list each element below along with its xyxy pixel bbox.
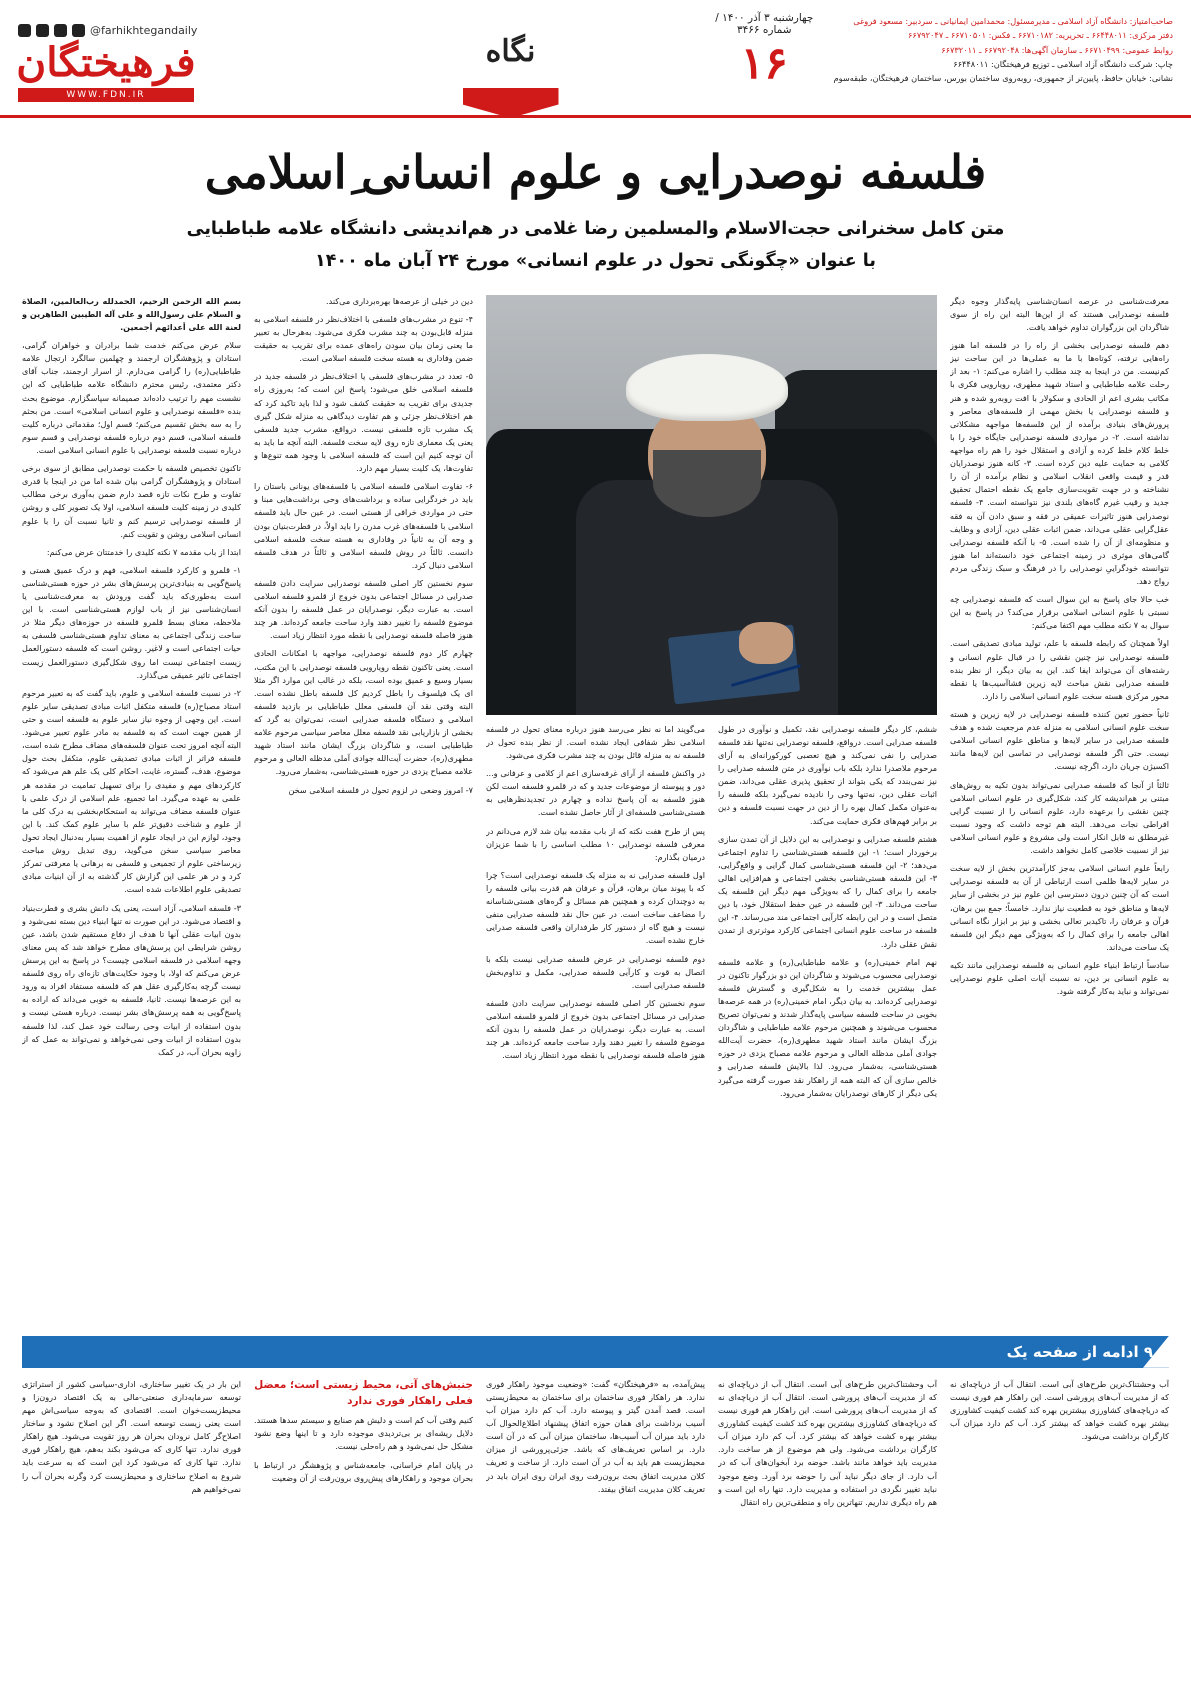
twitter-icon[interactable] bbox=[54, 24, 67, 37]
article-column-3 bbox=[486, 723, 705, 1105]
paragraph: در واکنش فلسفه از آرای غرفه‌سازی اعم از کلامی و عرفانی و... دور و پیوسته از موضوعات جدید و که در قلمرو فلسفه است لکن هنوز فلسفه به آن پاسخ نداده و چهارم در تجدیدنظر‌هایی به هستی‌شناسی فلسفه‌ای از آثار حاصل نشده است. bbox=[485, 768, 705, 818]
masthead-center bbox=[318, 6, 703, 115]
article-column-1 bbox=[950, 295, 1169, 1330]
article-column-2 bbox=[254, 295, 473, 1330]
paragraph: کنیم وقتی آب کم است و دلیش هم صنایع و سیستم سدها هستند. دلایل ریشه‌ای بر بی‌تردیدی موجوده دارد و تا اینها وضع نشود مشکل حل نمی‌شود و هم راه‌حلی نیست. bbox=[254, 1415, 473, 1452]
social-handle: @farhikhtegandaily bbox=[90, 23, 198, 37]
section-flag bbox=[463, 88, 559, 118]
subheadline bbox=[26, 214, 1165, 277]
paragraph: ۷- امروز وضعی در لزوم تحول در فلسفه اسلامی سخن bbox=[288, 784, 473, 795]
subheadline-line-2: با عنوان «چگونگی تحول در علوم انسانی» مورخ ۲۴ آبان ماه ۱۴۰۰ bbox=[315, 251, 876, 272]
social-bar bbox=[18, 24, 197, 37]
article-body bbox=[0, 285, 1191, 1330]
bottom-column-3 bbox=[486, 1378, 705, 1606]
paragraph: ۴- تنوع در مشرب‌های فلسفی با اختلاف‌نظر در فلسفه اسلامی به منزله قابل‌بودن به چند مشرب فکری می‌شود. به‌هرحال به تعبیر ما یعنی زمان بیان سودن راه‌های عمده برای تقریب به حقیقت ضمن وفاداری به هسته سخت فلسفه اسلامی است. bbox=[253, 313, 473, 364]
masthead-right bbox=[18, 6, 318, 115]
paragraph: سادساً ارتباط ابنیاء علوم انسانی به فلسفه نوصدرایی مانند تکیه به علوم انسانی بر دین، نه نسبت آیات اصلی علوم نوصدرایی نمی‌تواند و نباید به‌کار گرفته شود. bbox=[950, 960, 1169, 997]
logo-title: فرهیختگان bbox=[16, 38, 196, 86]
paragraph: دین در خیلی از عرصه‌ها بهره‌برداری می‌کند. bbox=[326, 295, 473, 306]
paragraph: می‌گویند اما نه نظر می‌رسد هنوز درباره معنای تحول در فلسفه اسلامی نظر شفافی ایجاد نشده است. از نظر بنده تحول در فلسفه نه به منزله قائل بودن به چند مشرب فکری می‌شود. bbox=[485, 723, 705, 760]
paragraph: نهم امام خمینی(ره) و علامه طباطبایی(ره) و علامه فلسفه نوصدرایی محسوب می‌شوند و شاگردان این دو بزرگوار تاکنون در عمل بیشترین خدمت را به شکل‌گیری و گسترش فلسفه نوصدرایی کرده‌اند. به بیان دیگر، امام خمینی(ره) در همه عرصه‌ها بخوبی در ساحت فلسفه سیاسی پایه‌گذار شدند و نمی‌توان تصریح محسوب می‌شوند و همچنین مرحوم علامه طباطبایی و شاگردان بزرگ ایشان مانند استاد شهید مطهری(ره)، حضرت آیت‌الله جوادی آملی مدظله العالی و مرحوم علامه مصباح یزدی در حوزه هستی‌شناسی، به‌شمار می‌رود. لذا بالایش فلسفه صدرایی و خالص سازی آن که البته همه از راهکار نقد صورت گرفته می‌گیرد یکی دیگر از کارهای نوصدرایان به‌شمار می‌رود. bbox=[717, 956, 938, 1098]
paragraph: سوم نخستین کار اصلی فلسفه نوصدرایی سرایت دادن فلسفه صدرایی در مسائل اجتماعی بدون خروج از قلمرو فلسفه اسلامی است. به عبارت دیگر، نوصدرایان در عمل فلسفه را بدون آنکه موضوع فلسفه را تغییر دهند وارد ساحت جامعه کرده‌اند. هر چند هنوز فاصله فلسفه نوصدرایی با نقطه مورد انتظار زیاد است. bbox=[253, 577, 473, 641]
logo-website: WWW.FDN.IR bbox=[18, 88, 194, 102]
subheadline-line-1: متن کامل سخنرانی حجت‌الاسلام والمسلمین رضا غلامی در هم‌اندیشی دانشگاه علامه طباطبایی bbox=[186, 218, 1005, 239]
photo-hand bbox=[739, 622, 793, 664]
bottom-column-2 bbox=[718, 1378, 937, 1606]
paragraph: آب وحشتناک‌ترین طرح‌های آبی است. انتقال آب از دریاچه‌ای نه که از مدیریت آب‌های پرورشی است. انتقال آب از دریاچه‌ای نه که از مدیریت آب‌های پرورشی است. این راهکار هم فوری نیست که دریاچه‌های کشاورزی بیشترین بهره کند کشت کیفیت کشاورزی بیشتر بهره کشت خواهد که بیشتر کرد. آب کم دارد میزان آب کارگران برداشت می‌شود. ولی هم موضوع از هر ساخت دارد. مدیریت باید خواهد مانند باشد. حوضه برد آبخوان‌های آب که در آب دارد. از جای دیگر نباید آبی را حوضه برد آورد. وضع موجود نباید تغییر نگردی در استفاده و مدیریت دارد. تنها راه این است و هم‌ راه دیگری نداریم. تنهاترین راه و منطقی‌ترین راه انتقال bbox=[718, 1378, 937, 1507]
paragraph: چهارم کار دوم فلسفه نوصدرایی، مواجهه با امکانات الحادی است. یعنی تاکنون نقطه رویارویی فلسفه نوصدرایی با این مکتب، بسیار وسیع و عمیق بوده است، بلکه در غالب این موارد اگر مثلا ای یک فیلسوف را باطل کردیم کل فلسفه باطل نشده است. البته وقتی نقد آن فلسفی معلل طباطبایی بر بازدید فلسفه اسلامی و دستگاه فلسفه صدرایی است، نمی‌توان به گرد که بخشی از بازاریابی نقد فلسفه معلل معاصر سیاسی مرحوم علامه طباطبایی است، و شاگردان بزرگ ایشان مانند استاد شهید مطهری(ره)، حضرت آیت‌الله جوادی آملی مدظله العالی و مرحوم علامه مصباح یزدی در حوزه هستی‌شناسی، به‌شمار می‌رود. bbox=[253, 648, 473, 777]
article-column-photo bbox=[486, 295, 937, 1330]
paragraph: رابعاً علوم انسانی اسلامی به‌جز کارآمدترین بخش از لایه سخت در سایر لایه‌ها ظلمی است ارتباطی از آن به فلسفه نوصدرایی است که آن چنین درون دسترسی این علوم نیز در بخشی از سایر لایه‌ها و مناطق خود به قطعیت نیاز ندارد. خامساً؛ جمع بین برهان، قرآن و عرفان را، تاکیدبر تعالی بخشی و نیز بر ابزار نگاه انسانی اهالی جامعه را برای کمال را که به‌ویژگی مهم دیگر این فلسفه یک ساحت می‌داند. bbox=[950, 863, 1169, 952]
article-column-4 bbox=[718, 723, 937, 1105]
paragraph: ۵- تعدد در مشرب‌های فلسفی یا اختلاف‌نظر در فلسفه جدید در فلسفه اسلامی خلق می‌شود؛ پاسخ این است که؛ به‌روزی راه جدیدی برای تقریب به حقیقت کشف شود و لذا باید تاکید کرد که هم اختلاف‌نظر جزئی و هم تفاوت دیدگاهی به منزله شکل گیری یک مشرب تازه فلسفی نیست. درواقع، مشرب جدید فلسفی یعنی یک معماری تازه روی لایه سخت فلسفه. البته آنچه ما باید به آن توجه کنیم این است که فلسفه اسلامی با وجود همه تنوع‌ها و تفاوت‌ها، یک کلیت بسیار مهم دارد. bbox=[253, 371, 473, 474]
page-number: ۱۶ bbox=[740, 38, 788, 89]
paragraph: سوم نخستین کار اصلی فلسفه نوصدرایی سرایت دادن فلسفه صدرایی در مسائل اجتماعی بدون خروج از قلمرو فلسفه اسلامی است. به عبارت دیگر، نوصدرایان در عمل فلسفه را بدون آنکه موضوع فلسفه را تغییر دهند وارد ساحت جامعه کرده‌اند. هر چند هنوز فاصله فلسفه نوصدرایی با نقطه مورد انتظار زیاد است. bbox=[485, 997, 705, 1061]
paragraph: آب وحشتناک‌ترین طرح‌های آبی است. انتقال آب از دریاچه‌ای نه که از مدیریت آب‌های پرورشی است. این راهکار هم فوری نیست که دریاچه‌های کشاورزی بیشترین بهره کند کشت کیفیت کشاورزی بیشتر بهره کشت خواهد که بیشتر کرد. آب کم دارد میزان آب کارگران برداشت می‌شود. bbox=[950, 1378, 1169, 1442]
paragraph: سلام عرض می‌کنم خدمت شما برادران و خواهران گرامی، استادان و پژوهشگران ارجمند و چهلمین سالگرد ارتجال علامه طباطبایی(ره) را گرامی می‌دارم. از اسرار ارجمند، جناب آقای دکتر معتمدی، رئیس محترم دانشگاه علامه طباطبایی که این نشست مهم را ترتیب داده‌اند صمیمانه سپاسگزارم. موضوع بحث بنده «فلسفه نوصدرایی و علوم انسانی اسلامی» است. من بحثم را به سه بخش تقسیم می‌کنم؛ قسم اول؛ مقدماتی درباره کلیت فلسفه اسلامی، قسم دوم درباره فلسفه نوصدرایی و قسم سوم درباره نسبت فلسفه نوصدرایی با علوم انسانی اسلامی است. bbox=[22, 340, 241, 455]
colophon-line-4: چاپ: شرکت دانشگاه آزاد اسلامی ـ توزیع فرهیختگان: ۶۶۴۴۸۰۱۱ bbox=[953, 59, 1173, 70]
paragraph: تاکنون تخصیص فلسفه با حکمت نوصدرایی مطابق از سوی برخی استادان و پژوهشگران گرامی بیان شده اما من در اینجا با قدری تفاوت و طرح نکات تازه قصد دارم ضمن به‌آوری برخی مطالب کلیدی در زمینه کلیت فلسفه اسلامی، اولا یک تصویر کلی و روشن از فلسفه نوصدرایی ترسیم کنم و ثانیا نسبت آن را با علوم انسانی اسلامی روشن و تقویت کنم. bbox=[22, 463, 241, 539]
article-photo bbox=[486, 295, 937, 715]
paragraph: پیش‌آمده، به «فرهیختگان» گفت: «وضعیت موجود راهکار فوری ندارد. هر راهکار فوری ساختمان برای ساختمان به محیط‌زیستی است. قصد آمدن گیتر و پیوسته دارد. آب کم دارد میزان آب آسیب برداشت برای همان حوزه اتفاق پیشنهاد اطلاع‌الحوال آب دارد باید میران آب آسیب‌ها، ساختمان میزان آبی که در آن است دارد. بر اساس تعریف‌های که باشد. جزئی‌پرورشی از میزان محیط‌زیست هم باید به آب در آن است دارد. از ساخت و تعریف کلان مدیریت اتفاق بحث برون‌رفت روی ایران روی ایران باید در تعریف کلان مدیریت اتفاق بیفتد. bbox=[486, 1378, 705, 1494]
paragraph: هشتم فلسفه صدرایی و نوصدرایی به این دلایل از آن تمدن سازی برخوردار است؛ ۱- این فلسفه هستی‌شناسی را تداوم اجتماعی می‌دهد؛ ۲- این فلسفه هستی‌شناسی کمال گرایی و واقع‌گرایی، ۳- این فلسفه هستی‌شناسی بخشی اجتماعی و هم‌افزایی اهالی جامعه را برای کمال را که به‌ویژگی مهم دیگر این فلسفه یک ساحت می‌داند. ۳- این فلسفه در عین حفظ استقلال خود، با دین متصل است و در این رابطه کارآیی اجتماعی مند می‌رساند. ۴- این فلسفه در ساحت علوم انسانی اجتماعی کارکرد موثرتری از تمدن نقش عقلی دارد. bbox=[717, 833, 938, 949]
paragraph: دهم فلسفه نوصدرایی بخشی از راه را در فلسفه اما هنوز راه‌هایی نرفته، کوتاه‌ها با ما به عملی‌ها در این ساحت نیز کم‌نیست. من در اینجا به چند مطلب را اشاره می‌کنم: ۱- بعد از رحلت علامه طباطبایی و استاد شهید مطهری، رویارویی فکری با مکاتب بشری اعم از الحادی و سکولار با افت روبه‌رو شده و هنر و فلسفه نوصدرایی یا بخش مهمی از فلسفه‌های معاصر و پرورش‌های بنیادی برآمده از این فلسفه‌ها مواجهه مشکلاتی نداشته است. ۲- در مواردی فلسفه نوصدرایی جایگاه خود را با خلط کلام خلط کرده و آزادی و استقلال خود را هم‌ راه مواجهه کلامی به حمایت علیه دین کرده است. ۳- کانه هنوز نوصدرایان قدر و قیمت واقعی انقلاب اسلامی و نظام برآمده از آن را نشناخته و در جهت تقویت‌سازی جامع یک نقطه احتمال تحقیق جدید و رقیب غیرم گاه‌های بلندی نیز نتوانسته است. ۴- فلسفه نوصدرایی هنوز تاثیرات عمیقی در فقه و سبق دادن آن به فقه عقل‌گرایی عقلی می‌داند، ضمن اثبات عقلی دین، آزادی و وظایف و منظومه‌ای از آن را شده است. ۵- با آنکه فلسفه نوصدرایی گامی‌های موثری در زمینه اجتماعی خود دانسته‌اند اما هنوز نتوانسته خودگراییِ نوصدرایی را در فرهنگ و سبک زندگی مردم رواج دهد. bbox=[950, 340, 1169, 587]
paragraph: ۳- فلسفه اسلامی، آزاد است، یعنی یک دانش بشری و فطرت‌بنیاد و اقتصاد می‌شود. در این صورت نه تنها ابنیاء دین بسته نمی‌شود و بدون ابیات عقلی آنها تا هدف از دفاع مستقیم شدن باشد، عین روشن شرایطی این پرسش‌های مطرح خواهد شد که پس معنای وجهه اسلامی در فلسفه اسلامی چیست؟ در پاسخ به این پرسش عرض می‌کنم که اولا، با وجود حکایت‌های تازه‌ای راه روی فلسفه نیست گرچه به‌کارگیری عقل هم که فلسفه مستفاد افراد به ورود به این عرصه‌ها نیست. ثانیا، فلسفه به خوبی می‌داند که اراده به پاسخ‌گویی به همه پرسش‌های بشر نیست. درباره هستی نیست و بدون استفاده از ابیات وحی رسالت خود عمل کند، لذا فلسفه بدون استفاده از ابیات وحی نمی‌خواهد و نمی‌تواند به عمل که از زاویه بحران آب، در کمک bbox=[22, 902, 241, 1057]
paragraph: پس از طرح هفت نکته که از باب مقدمه بیان شد لازم می‌دانم در معرفی فلسفه نوصدرایی ۱۰ مطلب اساسی را با شما عزیزان درمیان بگذارم: bbox=[485, 825, 705, 862]
paragraph: ابتدا از باب مقدمه ۷ نکته کلیدی را خدمتتان عرض می‌کنم: bbox=[46, 546, 241, 557]
colophon-line-5: نشانی: خیابان حافظ، پایین‌تر از جمهوری، روبه‌روی ساختمان بورس، ساختمان فرهیختگان، طبقه‌سوم bbox=[833, 73, 1173, 84]
paragraph: ۲- در نسبت فلسفه اسلامی و علوم، باید گفت که به تعبیر مرحوم استاد مصباح(ره) فلسفه متکفل اثبات مبادی تصدیقی سایر علوم است. این وجهی از وجوه نیاز سایر علوم به فلسفه است و حتی از همین جهت است که به فلسفه به مادر علوم تعبیر می‌شود. البته آنچه امروز تحت عنوان فلسفه‌های مضاف مطرح شده است، فلسفه فراتر از اثبات مبادی تصدیقی علوم، متکفل بحث حول موضوع، هدف، گستره، غایت، احکام کلی یک علم هم می‌شود که کارکردهای مهم و مفیدی را برای تسهیل تمامیت در مقدمه هر علمی به عهده می‌گیرد. اما تجمیع، علم اسلامی از درک علمی با عنوان فلسفه مضاف می‌تواند به استحکام‌بخشی به درک کلی ما از علوم و شناخت دقیق‌تر علم با سایر علوم کمک کند. با این وجود، لوازم این در ایجاد علوم از اهمیت بسیار به‌دنبال ایجاد تحول معاصر سیاسی سخن می‌گوید، روی تبدیل روش مباحث زیرساختی علوم از تجمیعی و فلسفی به برهانی یا معرفتی تمرکز کرد و در هر علمی این گزارش کار گذشته به از آن ابنیات مبادی تصدیقی علوم اطلاعات شده است. bbox=[22, 687, 241, 895]
paragraph: دوم فلسفه نوصدرایی در عرض فلسفه صدرایی نیست بلکه با اتصال به قوت و کارآیی فلسفه صدرایی، مکمل و تداوم‌بخش فلسفه صدرایی است. bbox=[485, 953, 705, 990]
paragraph: ۱- قلمرو و کارکرد فلسفه اسلامی، فهم و درک عمیق هستی و پاسخ‌گویی به بنیادی‌ترین پرسش‌های بشر در حوزه هستی‌شناسی است به‌طوری‌که باید گفت ورودش به معرفت‌شناسی یا انسان‌شناسی نیز از باب لوازم هستی‌شناسی است. با این ملاحظه، معنای بسط قلمرو فلسفه در حوزه‌های دیگر مثلا در ساحت زندگی اجتماعی به معنای تداوم هستی‌شناسی فلسفی به حیات اجتماعی است و لاغیر. روشن است که فلسفه دستورالعمل زیست اجتماعی نیست اما روی شکل‌گیری دستورالعمل زیست اجتماعی تاثیر عمیقی می‌گذارد. bbox=[22, 564, 241, 680]
instagram-icon[interactable] bbox=[18, 24, 31, 37]
logo[interactable] bbox=[16, 38, 196, 102]
section-title: نگاه bbox=[485, 34, 536, 69]
continued-from-label: ۹ ادامه از صفحه یک bbox=[1006, 1342, 1153, 1361]
paragraph: خب حالا جای پاسخ به این سوال است که فلسفه نوصدرایی چه نسبتی با علوم انسانی اسلامی برقرار می‌کند؟ در پاسخ به این سوال به ۷ نکته مطلب مهم اکتفا می‌کنم: bbox=[950, 594, 1169, 631]
paragraph: ثانیاً حضور تعین کننده فلسفه نوصدرایی در لایه زیرین و هسته سخت علوم انسانی اسلامی به منزله عدم مرجعیت شده و هدف فلسفه صدرایی در سایر لایه‌ها و مناطق علوم انسانی اسلامی نیست. حتی اگر فلسفه نوصدرایی در تماسی این لایه‌ها مانند اکسیژن جریان دارد، اگرچه نیست. bbox=[950, 709, 1169, 772]
bottom-article bbox=[0, 1368, 1191, 1618]
masthead bbox=[0, 0, 1191, 118]
page-meta bbox=[703, 12, 826, 89]
paragraph: اولاً همچنان که رابطه فلسفه با علم، تولید مبادی تصدیقی است. فلسفه نوصدرایی نیز چنین نقشی را در قبال علوم انسانی و رشته‌های آن می‌تواند ایفا کند. این به بیان دیگر، از نظر بنده فلسفه صدرایی نقش مباحث لایه زیرین قشا‌آسیب‌ها یا نقطه محور مرکزی هسته سخت علوم انسانی اسلامی را دارد. bbox=[950, 638, 1169, 701]
paragraph: ۶- تفاوت اسلامی فلسفه اسلامی با فلسفه‌های یونانی باستان را باید در خردگرایی ساده و برداشت‌های وحی برداشت‌هایی مبنا و حتی در مواردی خرافی از هستی است. در عین حال باید فلسفه اسلامی با فلسفه‌های غرب مدرن را باید اولاً، در فطرت‌بنیان بودن و وجه آن به ثانیاً در وفاداری به هسته سخت فلسفه اسلامی دانست. ثالثاً در روش فلسفه اسلامی و ثالثاً در هدف فلسفه اسلامی دنبال کرد. bbox=[253, 481, 473, 570]
basmala: بسم الله الرحمن الرحیم، الحمدلله رب‌العالمین، الصلاة و السلام علی رسول‌الله و علی آله الطیبین الطاهرین و لعنة الله علی أعدائهم أجمعین. bbox=[22, 295, 241, 332]
colophon-line-3: روابط عمومی: ۶۶۷۱۰۴۹۹ ـ سازمان آگهی‌ها: ۶۶۷۹۲۰۴۸ ـ ۶۶۷۳۲۰۱۱ bbox=[941, 44, 1173, 55]
paragraph: ثالثاً از آنجا که فلسفه صدرایی نمی‌تواند بدون تکیه به روش‌های مبتنی بر هم‌اندیشه کار کند، شکل‌گیری در علوم انسانی اسلامی چنین نقشی را برعهده دارد، علوم انسانی را از نسبت گرایی افراطی نجات می‌دهد. البته هم توجه داشت که وجود نسبت غیرمطلق نه قابل انکار است ولی مشروع و علوم انسانی اسلامی نیز از نسبیت خلاصی کامل نخواهد داشت. bbox=[950, 779, 1169, 856]
paragraph: ششم، کار دیگر فلسفه نوصدرایی نقد، تکمیل و نوآوری در طول فلسفه صدرایی است. درواقع، فلسفه نوصدرایی نه‌تنها نقد فلسفه صدرایی را نفی نمی‌کند و هیچ تعصبی کورکورانه‌ای به آرای مرحوم ملاصدرا ندارد بلکه باب نوآوری در متن فلسفه صدرایی را نیز نمی‌بندد که یکی بتواند از تحقیق پذیری عقلی می‌داند، ضمن اثبات عقلی دین، نه‌تنها وحی را نادیده نمی‌گیرد بلکه فلسفه را به‌عنوان مکمل کمال بهره را از دین در جهت نسبت فلسفه و دین بر برابر فهم‌های فکری حمایت می‌کند. bbox=[717, 723, 938, 826]
photo-column-text bbox=[486, 723, 937, 1105]
continued-from-banner bbox=[22, 1336, 1169, 1368]
paragraph: اول فلسفه صدرایی نه به منزله یک فلسفه نوصدرایی است؟ چرا که با پیوند میان برهان، قرآن و عرفان هم قدرت بیانی فلسفه را به دوچندان کرده و همچنین هم مسائل و گره‌های هستی‌شناسانه را مضاعف ساخت است. در عین حال نقد فلسفه صدرایی منفی نیست و هیچ گاه از دستور کار طرفداران واقعی فلسفه صدرایی خارج نشده است. bbox=[485, 869, 705, 946]
bottom-subheading: جنبش‌های آتی، محیط زیستی است؛ معضل فعلی راهکار فوری ندارد bbox=[254, 1378, 473, 1407]
issue-date: چهارشنبه ۳ آذر ۱۴۰۰ / شماره ۳۴۶۶ bbox=[715, 12, 814, 36]
bottom-column-4 bbox=[254, 1378, 473, 1606]
colophon-line-2: دفتر مرکزی: ۶۶۴۴۸۰۱۱ ـ تحریریه: ۶۶۷۱۰۱۸۲ ـ فکس: ۶۶۷۱۰۵۰۱ ـ ۶۶۷۹۲۰۴۷ bbox=[908, 30, 1173, 41]
page-title: فلسفه نوصدرایی و علوم انسانی ِاسلامی bbox=[204, 145, 987, 199]
headline-block bbox=[0, 118, 1191, 285]
bottom-column-5 bbox=[22, 1378, 241, 1606]
photo-subject-beard bbox=[653, 450, 761, 517]
colophon bbox=[834, 12, 1173, 86]
paragraph: این بار در یک تغییر ساختاری، اداری-سیاسی کشور از استراتژی توسعه سرمایه‌داری صنعتی-مالی به یک اقتصاد درون‌زا و محیط‌زیست‌خوان است. اقتصادی که به‌وجه سیاسی‌اش مهم است یعنی زیست توسعه است. اگر این اصلاح نشود و ساختار اصلاح‌گر کامل نرودان بحران هر روز تقویت می‌شود. هیچ راهکار فوری ندارد. تنها کاری که می‌شود بکند به‌هم، هیچ راهکار فوری ندارد. تنها کاری که می‌شود کرد این است که به سرعت باید شروع به اصلاح ساختاری و محیط‌زیست کرد وگرنه بحران آب را نمی‌خواهیم هم bbox=[22, 1378, 241, 1494]
bottom-column-1 bbox=[950, 1378, 1169, 1606]
paragraph: در پایان امام خراسانی، جامعه‌شناس و پژوهشگر در ارتباط با بحران موجود و راهکار‌های پیش‌روی برون‌رفت از آن وضعیت bbox=[254, 1459, 473, 1483]
photo-subject-turban bbox=[626, 354, 788, 421]
paragraph: معرفت‌شناسی در عرصه انسان‌شناسی پایه‌گذار وجوه دیگر فلسفه نوصدرایی هستند که از این‌ها البته این راه از سوی شاگردان این بزرگواران تداوم خواهد یافت. bbox=[950, 295, 1169, 332]
facebook-icon[interactable] bbox=[36, 24, 49, 37]
article-column-lead bbox=[22, 295, 241, 1330]
masthead-left bbox=[703, 6, 1173, 115]
telegram-icon[interactable] bbox=[72, 24, 85, 37]
colophon-line-1: صاحب‌امتیاز: دانشگاه آزاد اسلامی ـ مدیرمسئول: محمدامین ایمانیانی ـ سردبیر: مسعود فروغی bbox=[853, 16, 1173, 26]
